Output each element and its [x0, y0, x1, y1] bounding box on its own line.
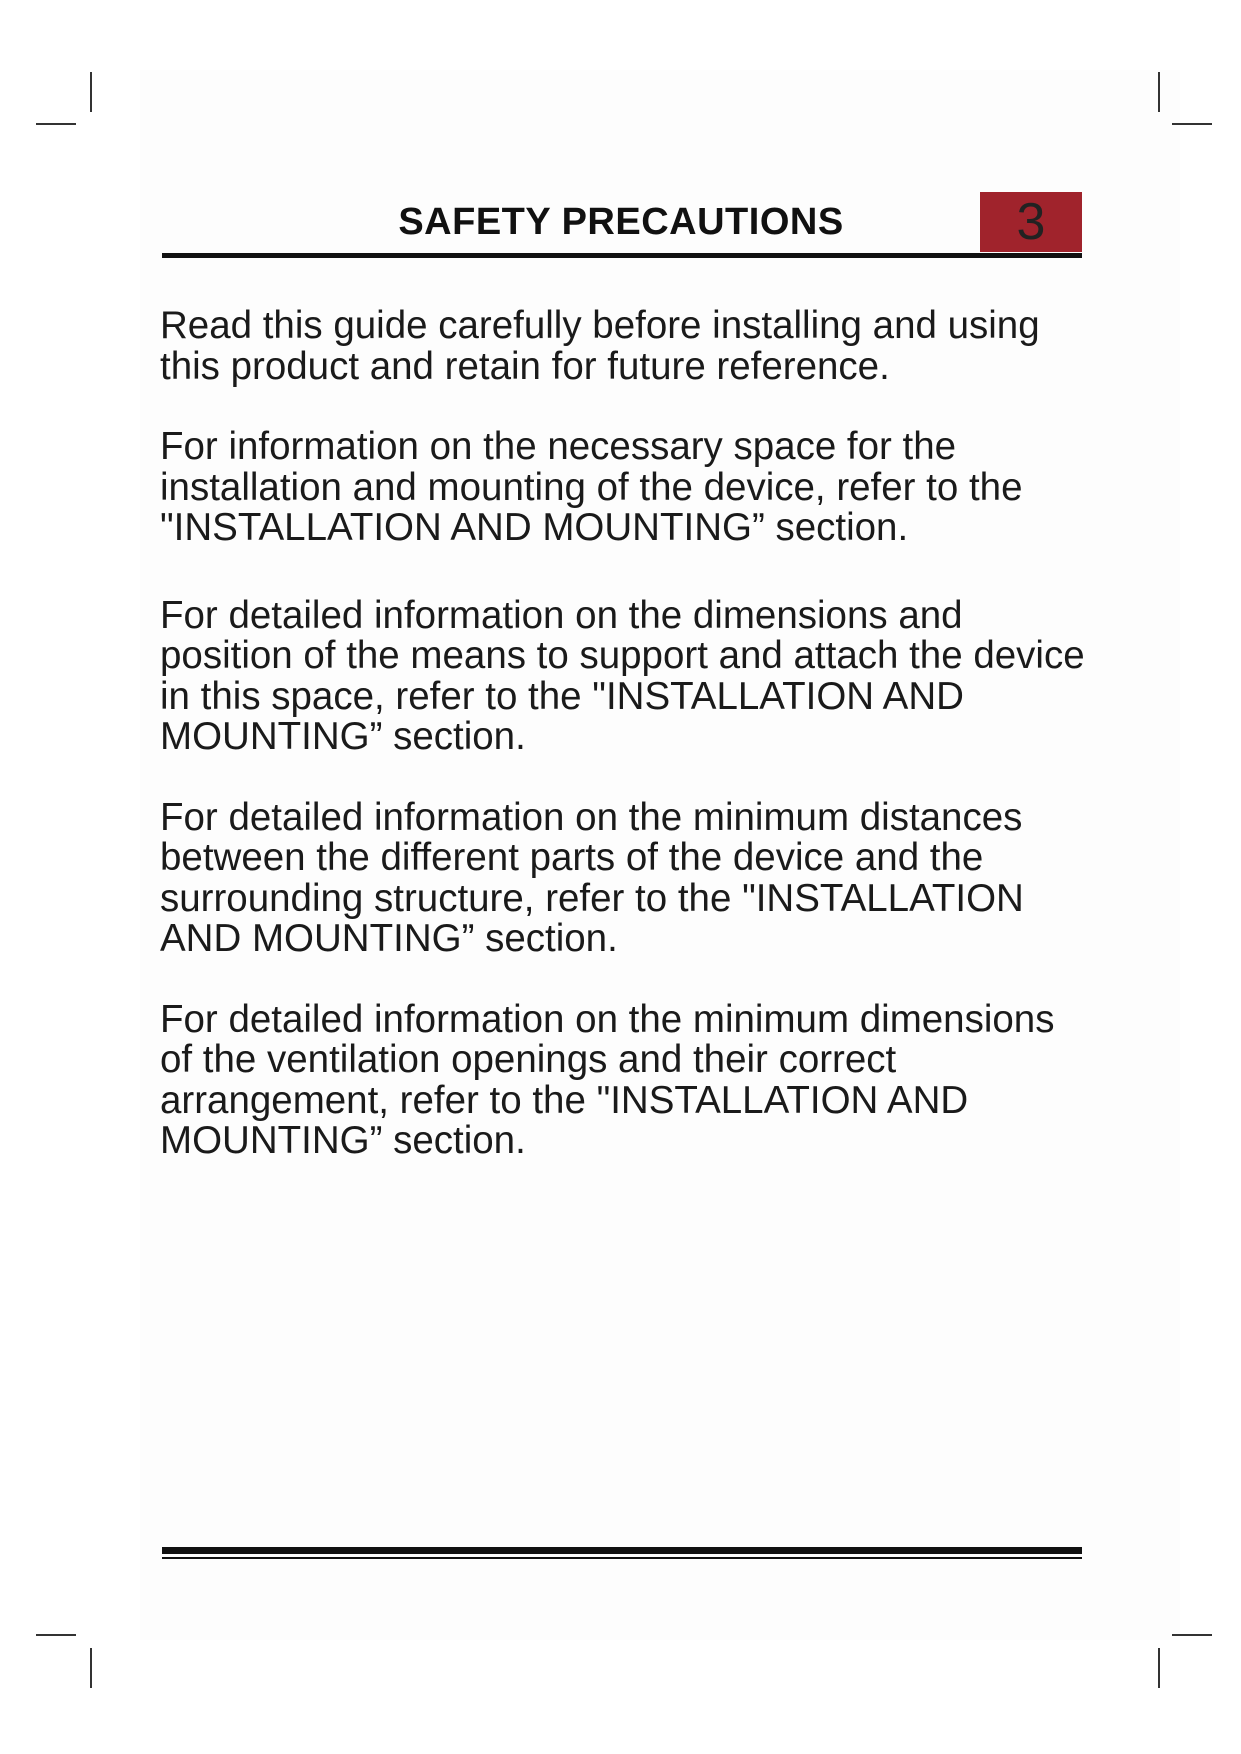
crop-mark-top-right-vertical — [1158, 72, 1160, 112]
crop-mark-bottom-left-horizontal — [36, 1634, 76, 1636]
crop-mark-top-left-horizontal — [36, 123, 76, 125]
page-title: SAFETY PRECAUTIONS — [398, 201, 844, 243]
crop-mark-top-left-vertical — [90, 72, 92, 112]
paragraph-ventilation-openings: For detailed information on the minimum dimensions of the ventilation openings and their correct arrangement, refer to the "INSTALLATION AND MOUNTING” section. — [160, 997, 1055, 1162]
header-rule — [162, 253, 1082, 258]
body-content — [160, 306, 1090, 1202]
crop-mark-bottom-left-vertical — [90, 1648, 92, 1688]
crop-mark-bottom-right-horizontal — [1172, 1634, 1212, 1636]
crop-mark-top-right-horizontal — [1172, 123, 1212, 125]
footer-rule-thick — [162, 1547, 1082, 1554]
crop-mark-bottom-right-vertical — [1158, 1648, 1160, 1688]
paragraph-minimum-distances: For detailed information on the minimum distances between the different parts of the device and the surrounding structure, refer to the "INSTALLATION AND MOUNTING” section. — [160, 795, 1024, 960]
footer-rule-thin — [162, 1557, 1082, 1559]
paragraph-read-guide: Read this guide carefully before installing and using this product and retain for future reference. — [160, 304, 1040, 388]
paragraph-necessary-space: For information on the necessary space for the installation and mounting of the device, refer to the "INSTALLATION AND MOUNTING” section. — [160, 425, 1023, 549]
paragraph-support-attach: For detailed information on the dimensions and position of the means to support and attach the device in this space, refer to the "INSTALLATION AND MOUNTING” section. — [160, 593, 1085, 758]
page-number-badge: 3 — [980, 192, 1082, 252]
